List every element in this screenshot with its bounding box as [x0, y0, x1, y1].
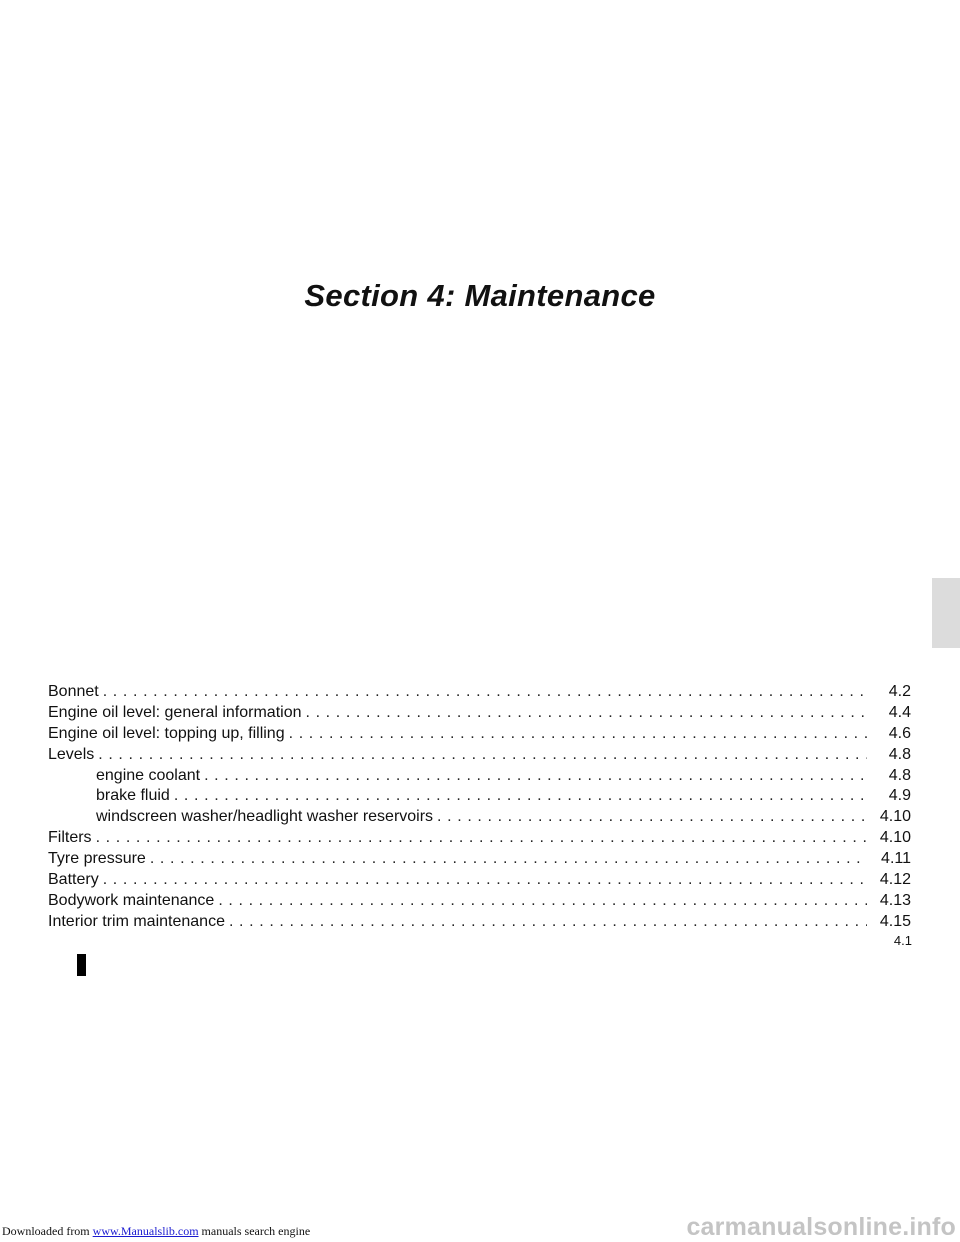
- toc-leader-dots: [204, 766, 867, 787]
- toc-entry-brake-fluid[interactable]: [48, 786, 911, 807]
- toc-entry-page: 4.12: [879, 871, 911, 889]
- toc-entry-label: Levels: [48, 745, 95, 763]
- toc-entry-page: 4.8: [888, 766, 911, 784]
- page-number: 4.1: [893, 933, 912, 948]
- footer-prefix: Downloaded from: [2, 1224, 93, 1238]
- toc-entry-engine-oil-topping-up[interactable]: [48, 724, 911, 745]
- toc-leader-dots: [174, 786, 867, 807]
- toc-entry-page: 4.4: [888, 703, 911, 721]
- toc-entry-levels[interactable]: [48, 745, 911, 766]
- toc-entry-page: 4.11: [881, 850, 911, 868]
- toc-entry-engine-oil-general[interactable]: [48, 703, 911, 724]
- footer-suffix: manuals search engine: [198, 1224, 311, 1238]
- toc-entry-label: engine coolant: [96, 766, 201, 784]
- toc-entry-page: 4.10: [879, 829, 911, 847]
- toc-entry-label: brake fluid: [96, 787, 170, 805]
- toc-entry-page: 4.6: [888, 724, 911, 742]
- toc-leader-dots: [150, 849, 867, 870]
- toc-entry-tyre-pressure[interactable]: [48, 849, 911, 870]
- toc-entry-label: Filters: [48, 829, 92, 847]
- toc-entry-page: 4.8: [888, 745, 911, 763]
- toc-leader-dots: [218, 891, 867, 912]
- toc-leader-dots: [305, 703, 867, 724]
- toc-leader-dots: [229, 912, 867, 933]
- toc-leader-dots: [96, 828, 867, 849]
- watermark-text: carmanualsonline.info: [686, 1213, 956, 1241]
- manualslib-link[interactable]: www.Manualslib.com: [92, 1224, 199, 1238]
- toc-entry-label: Bodywork maintenance: [48, 891, 215, 909]
- toc-entry-page: 4.2: [888, 683, 911, 700]
- toc-leader-dots: [98, 745, 867, 766]
- toc-entry-label: Battery: [48, 871, 99, 889]
- toc-entry-page: 4.15: [879, 912, 911, 930]
- toc-leader-dots: [103, 682, 867, 703]
- toc-entry-page: 4.9: [888, 787, 911, 805]
- download-footer: [2, 1224, 310, 1239]
- toc-leader-dots: [437, 807, 867, 828]
- toc-entry-bonnet[interactable]: [48, 682, 911, 703]
- toc-entry-battery[interactable]: [48, 870, 911, 891]
- toc-entry-page: 4.13: [879, 891, 911, 909]
- toc-entry-interior-trim[interactable]: [48, 912, 911, 933]
- toc-entry-label: Tyre pressure: [48, 850, 146, 868]
- section-title: Section 4: Maintenance: [304, 278, 656, 313]
- section-tab-marker: [932, 578, 960, 648]
- table-of-contents: [48, 682, 911, 933]
- toc-entry-washer-reservoirs[interactable]: [48, 807, 911, 828]
- toc-entry-page: 4.10: [879, 808, 911, 826]
- toc-leader-dots: [289, 724, 867, 745]
- toc-entry-label: Bonnet: [48, 683, 99, 700]
- toc-entry-label: Engine oil level: topping up, filling: [48, 724, 285, 742]
- toc-leader-dots: [103, 870, 867, 891]
- black-marker-bar: [77, 954, 86, 976]
- toc-entry-bodywork-maintenance[interactable]: [48, 891, 911, 912]
- toc-entry-engine-coolant[interactable]: [48, 766, 911, 787]
- toc-entry-label: Engine oil level: general information: [48, 703, 302, 721]
- toc-entry-filters[interactable]: [48, 828, 911, 849]
- toc-entry-label: Interior trim maintenance: [48, 912, 225, 930]
- toc-entry-label: windscreen washer/headlight washer reservoirs: [96, 808, 434, 826]
